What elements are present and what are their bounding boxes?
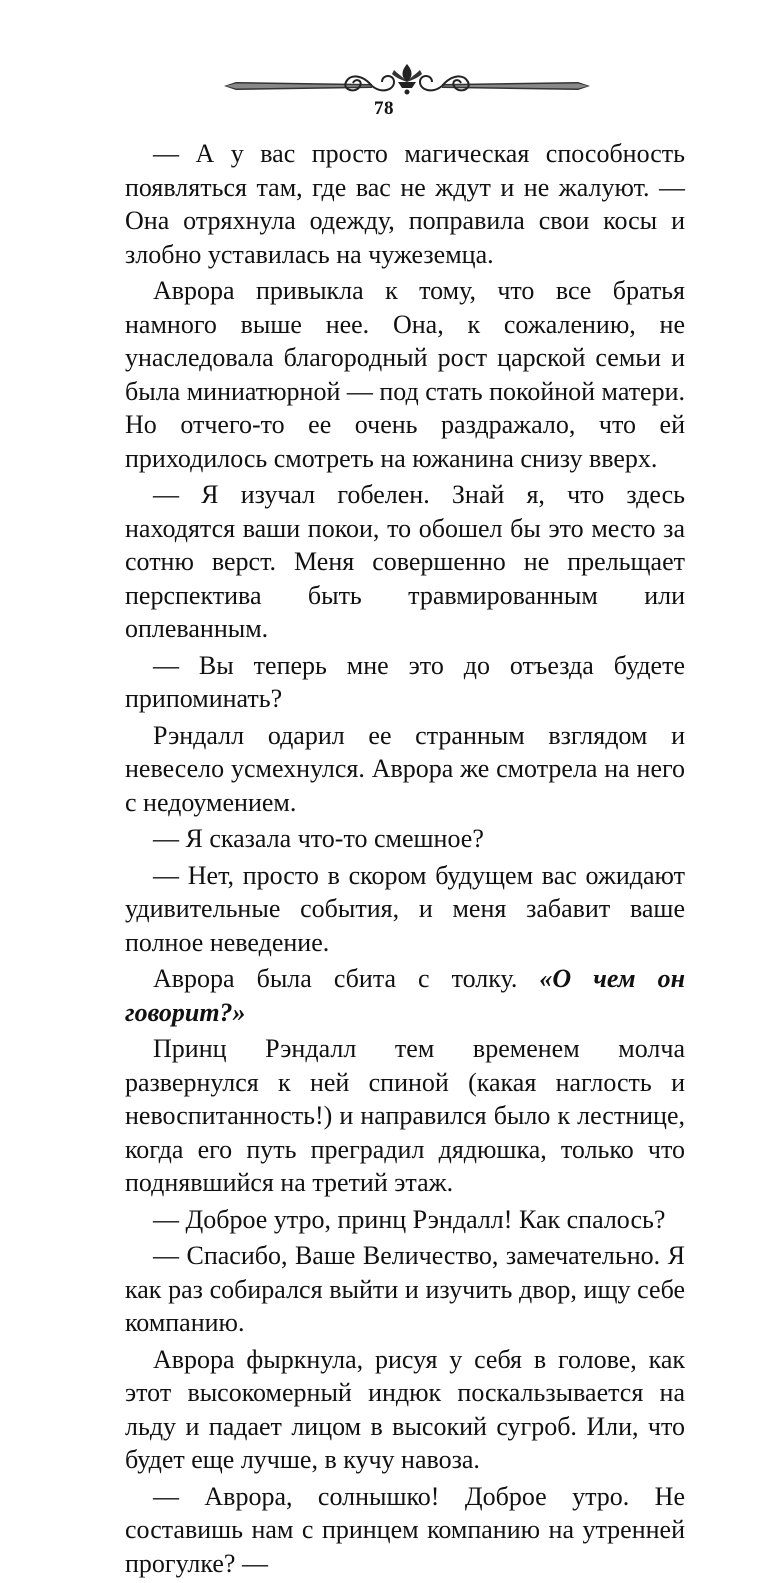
page-number: 78 <box>374 98 394 119</box>
paragraph: Рэндалл одарил ее странным взглядом и невесело усмехнулся. Аврора же смотрела на него с недоумением. <box>125 720 685 817</box>
paragraph: — А у вас просто магическая способность появляться там, где вас не ждут и не жалуют. — Она отряхнула одежду, поправила свои косы и злобно уставилась на чужеземца. <box>125 139 685 269</box>
inner-thought-quote: «О чем он говорит?» <box>125 964 685 1027</box>
paragraph: — Аврора, солнышко! Доброе утро. Не составишь нам с принцем компанию на утренней прогулке? — <box>125 1481 685 1578</box>
paragraph: Принц Рэндалл тем временем молча развернулся к ней спиной (какая наглость и невоспитанность!) и направился было к лестнице, когда его путь преградил дядюшка, только что поднявшийся на третий этаж. <box>125 1034 685 1197</box>
paragraph: — Я изучал гобелен. Знай я, что здесь находятся ваши покои, то обошел бы это место за сотню верст. Меня совершенно не прельщает перспектива быть травмированным или оплеванным. <box>125 480 685 643</box>
paragraph: Аврора фыркнула, рисуя у себя в голове, как этот высокомерный индюк поскальзывается на льду и падает лицом в высокий сугроб. Или, что будет еще лучше, в кучу навоза. <box>125 1344 685 1474</box>
paragraph: — Доброе утро, принц Рэндалл! Как спалось? <box>153 1204 666 1234</box>
ornamental-divider-icon <box>222 60 592 100</box>
body-text <box>125 137 685 1583</box>
paragraph: — Спасибо, Ваше Величество, замечательно. Я как раз собирался выйти и изучить двор, ищу себе компанию. <box>125 1241 685 1337</box>
paragraph: — Я сказала что-то смешное? <box>153 824 484 853</box>
paragraph: — Нет, просто в скором будущем вас ожидают удивительные события, и меня забавит ваше полное неведение. <box>125 860 685 957</box>
paragraph <box>125 962 685 1029</box>
paragraph: Аврора привыкла к тому, что все братья намного выше нее. Она, к сожалению, не унаследовала благородный рост царской семьи и была миниатюрной — под стать покойной матери. Но отчего-то ее очень раздражало, что ей приходилось смотреть на южанина снизу вверх. <box>125 276 686 473</box>
paragraph: — Вы теперь мне это до отъезда будете припоминать? <box>125 650 685 713</box>
paragraph-text: Аврора была сбита с толку. <box>153 964 540 993</box>
